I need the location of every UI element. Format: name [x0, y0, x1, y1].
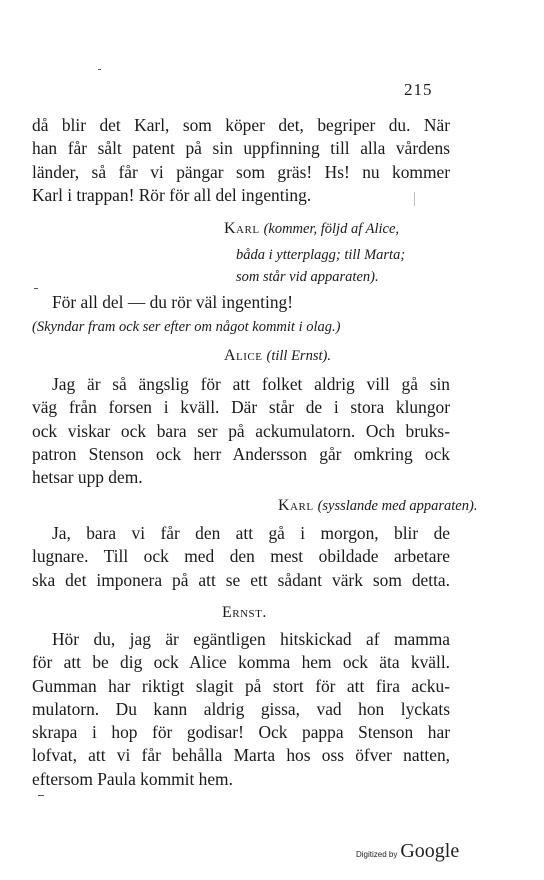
scan-speck — [98, 69, 101, 70]
text-line: ska det imponera på att se ett sådant värk som detta. — [32, 569, 450, 590]
page-number: 215 — [404, 80, 433, 99]
text-line: väg från forsen i kväll. Där står de i stora klungor — [32, 397, 450, 418]
text-line: Gumman har riktigt slagit på stort för att fira acku- — [32, 675, 450, 696]
text-line: Ja, bara vi får den att gå i morgon, blir de — [52, 523, 450, 543]
text-line: då blir det Karl, som köper det, begriper du. När — [32, 115, 450, 135]
text-line: eftersom Paula kommit hem. — [32, 768, 233, 789]
text-line: Jag är så ängslig för att folket aldrig vill gå sin — [52, 374, 450, 394]
stage-direction: (till Ernst). — [266, 348, 331, 364]
paragraph — [32, 114, 450, 207]
text-line: hetsar upp dem. — [32, 467, 143, 488]
stage-direction: (sysslande med apparaten). — [317, 498, 478, 514]
digitized-watermark — [356, 840, 459, 863]
text-line: lugnare. Till ock med den mest obildade arbetare — [32, 546, 450, 567]
watermark-prefix: Digitized by — [356, 850, 398, 859]
speaker-heading — [224, 220, 399, 238]
speaker-name: Ernst. — [222, 604, 267, 621]
text-line: lofvat, att vi får behålla Marta hos oss öfver natten, — [32, 745, 450, 766]
text-line: länder, så får vi pängar som gräs! Hs! nu kommer — [32, 161, 450, 182]
paragraph — [32, 522, 450, 592]
stage-direction: båda i ytterplagg; till Marta; — [236, 247, 406, 263]
speaker-heading — [224, 347, 331, 365]
speaker-name: Karl — [224, 220, 260, 237]
speaker-name: Alice — [224, 347, 263, 364]
scan-speck — [34, 288, 38, 289]
speaker-heading — [222, 604, 267, 622]
text-line: ock viskar ock bara ser på ackumulatorn. Och bruks- — [32, 420, 450, 441]
paragraph — [32, 628, 450, 791]
speaker-name: Karl — [278, 497, 314, 514]
google-logo: Google — [400, 840, 460, 862]
stage-direction: som står vid apparaten). — [236, 269, 379, 285]
text-line: patron Stenson ock herr Andersson går omkring ock — [32, 443, 450, 464]
paragraph — [32, 373, 450, 489]
text-line: skrapa i hop för godisar! Ock pappa Stenson har — [32, 722, 450, 743]
speaker-heading — [278, 497, 477, 515]
text-line: Karl i trappan! Rör för all del ingenting. — [32, 184, 312, 205]
dialogue-line: För all del — du rör väl ingenting! — [52, 292, 294, 312]
text-line: mulatorn. Du kann aldrig gissa, vad hon lyckats — [32, 698, 450, 719]
scan-speck — [38, 795, 44, 796]
stage-direction: (Skyndar fram ock ser efter om något kommit i olag.) — [32, 319, 341, 335]
text-line: för att be dig ock Alice komma hem ock äta kväll. — [32, 652, 450, 673]
text-line: Hör du, jag är egäntligen hitskickad af mamma — [52, 629, 450, 649]
text-line: han får sålt patent på sin uppfinning till alla vårdens — [32, 138, 450, 159]
stage-direction: (kommer, följd af Alice, — [263, 221, 400, 237]
